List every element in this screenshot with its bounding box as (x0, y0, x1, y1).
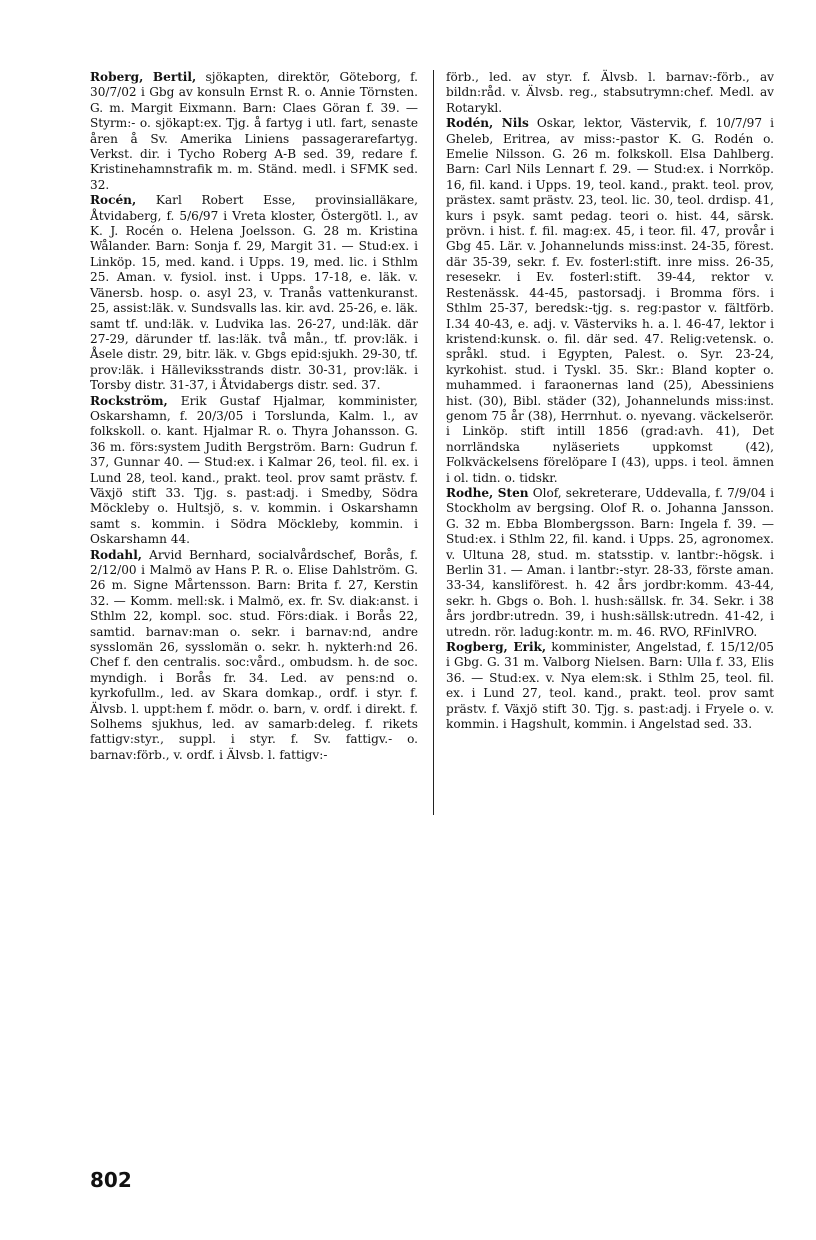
entry-roden (446, 116, 774, 486)
entry-text: Olof, sekreterare, Uddevalla, f. 7/9/04 i Stockholm av bergsing. Olof R. o. Johanna Jansson. G. 32 m. Ebba Blombergsson. Barn: Ingela f. 39. — Stud:ex. i Sthlm 22, fil. kand. i Upps. 25, agronomex. v. Ultuna 28, stud. m. statsstip. v. lantbr:-högsk. i Berlin 31. — Aman. i lantbr:-styr. 28-33, förste aman. 33-34, kansliförest. h. 42 års jordbr:komm. 43-44, sekr. h. Gbgs o. Boh. l. hush:sällsk. fr. 34. Sekr. i 38 års jordbr:utredn. 39, i hush:sällsk:utredn. 41-42, i utredn. rör. ladug:kontr. m. m. 46. RVO, RFinlVRO. (446, 485, 774, 639)
page-number: 802 (90, 1168, 132, 1192)
entry-headword: Rogberg, Erik, (446, 640, 547, 655)
entry-rodahl (90, 548, 418, 764)
entry-rocen (90, 193, 418, 393)
entry-headword: Rodhe, Sten (446, 485, 529, 500)
entry-headword: Rodahl, (90, 547, 143, 562)
entry-text: Oskar, lektor, Västervik, f. 10/7/97 i Gheleb, Eritrea, av miss:-pastor K. G. Rodén o. Emelie Nilsson. G. 26 m. folkskoll. Elsa Dahlberg. Barn: Carl Nils Lennart f. 29. — Stud:ex. i Norrköp. 16, fil. kand. i Upps. 19, teol. kand., prakt. teol. prov, prästex. samt prästv. 23, teol. lic. 30, teol. drdisp. 41, kurs i psyk. samt pedag. teori o. hist. 44, särsk. prövn. i hist. f. fil. mag:ex. 45, i teor. fil. 47, provår i Gbg 45. Lär. v. Johannelunds miss:inst. 24-35, förest. där 35-39, sekr. f. Ev. fosterl:stift. inre miss. 26-35, resesekr. i Ev. fosterl:stift. 39-44, rektor v. Restenässk. 44-45, pastorsadj. i Bromma förs. i Sthlm 25-37, beredsk:-tjg. s. reg:pastor v. fältförb. I.34 40-43, e. adj. v. Västerviks h. a. l. 46-47, lektor i kristend:kunsk. o. fil. där sed. 47. Relig:vetensk. o. språkl. stud. i Egypten, Palest. o. Syr. 23-24, kyrkohist. stud. i Tyskl. 35. Skr.: Bland kopter o. muhammed. i faraonernas land (25), Abessiniens hist. (30), Bibl. städer (32), Johannelunds miss:inst. genom 75 år (38), Herrnhut. o. nyevang. väckelserör. i Linköp. stift intill 1856 (grad:avh. 41), Det norrländska nyläseriets uppkomst (42), Folkväckelsens förelöpare I (43), upps. i teol. ämnen i ol. tidn. o. tidskr. (446, 116, 775, 485)
left-column (90, 70, 418, 763)
entry-text: sjökapten, direktör, Göteborg, f. 30/7/02 i Gbg av konsuln Ernst R. o. Annie Törnsten. G. m. Margit Eixmann. Barn: Claes Göran f. 39. — Styrm:- o. sjökapt:ex. Tjg. å fartyg i utl. fart, senaste åren å Sv. Amerika Liniens passagerarefartyg. Verkst. dir. i Tycho Roberg A-B sed. 39, redare f. Kristinehamnstrafik m. m. Ständ. medl. i SFMK sed. 32. (90, 70, 418, 192)
entry-text: Erik Gustaf Hjalmar, komminister, Oskarshamn, f. 20/3/05 i Torslunda, Kalm. l., av folkskoll. o. kant. Hjalmar R. o. Thyra Johansson. G. 36 m. förs:system Judith Bergström. Barn: Gudrun f. 37, Gunnar 40. — Stud:ex. i Kalmar 26, teol. fil. ex. i Lund 28, teol. kand., prakt. teol. prov samt prästv. f. Växjö stift 33. Tjg. s. past:adj. i Smedby, Södra Möckleby o. Hultsjö, s. v. kommin. i Oskarshamn samt s. kommin. i Södra Möckleby, kommin. i Oskarshamn 44. (90, 393, 418, 547)
entry-text: Arvid Bernhard, socialvårdschef, Borås, f. 2/12/00 i Malmö av Hans P. R. o. Elise Dahlström. G. 26 m. Signe Mårtensson. Barn: Brita f. 27, Kerstin 32. — Komm. mell:sk. i Malmö, ex. fr. Sv. diak:anst. i Sthlm 22, kompl. soc. stud. Förs:diak. i Borås 22, samtid. barnav:man o. sekr. i barnav:nd, andre sysslomän 26, sysslomän o. sekr. h. nykterh:nd 26. Chef f. den centralis. soc:vård., ombudsm. h. de soc. myndigh. i Borås fr. 34. Led. av pens:nd o. kyrkofullm., led. av Skara domkap., ordf. i styr. f. Älvsb. l. uppt:hem f. mödr. o. barn, v. ordf. i direkt. f. Solhems sjukhus, led. av samarb:deleg. f. rikets fattigv:styr., suppl. i styr. f. Sv. fattigv.- o. barnav:förb., v. ordf. i Älvsb. l. fattigv:- (90, 547, 418, 762)
entry-roberg (90, 70, 418, 193)
entry-headword: Rodén, Nils (446, 116, 529, 131)
entry-continuation: förb., led. av styr. f. Älvsb. l. barnav:-förb., av bildn:råd. v. Älvsb. reg., stabsutrymn:chef. Medl. av Rotarykl. (446, 70, 774, 115)
entry-text: Karl Robert Esse, provinsialläkare, Åtvidaberg, f. 5/6/97 i Vreta kloster, Östergötl. l., av K. J. Rocén o. Helena Joelsson. G. 28 m. Kristina Wålander. Barn: Sonja f. 29, Margit 31. — Stud:ex. i Linköp. 15, med. kand. i Upps. 19, med. lic. i Sthlm 25. Aman. v. fysiol. inst. i Upps. 17-18, e. läk. v. Vänersb. hosp. o. asyl 23, v. Tranås vattenkuranst. 25, assist:läk. v. Sundsvalls las. kir. avd. 25-26, e. läk. samt tf. und:läk. v. Ludvika las. 26-27, und:läk. där 27-29, därunder tf. las:läk. två mån., tf. prov:läk. i Åsele distr. 29, bitr. läk. v. Gbgs epid:sjukh. 29-30, tf. prov:läk. i Hälleviksstrands distr. 30-31, prov:läk. i Torsby distr. 31-37, i Åtvidabergs distr. sed. 37. (90, 193, 418, 393)
entry-rogberg (446, 640, 774, 732)
entry-headword: Roberg, Bertil, (90, 70, 197, 84)
right-column (446, 70, 774, 732)
column-divider (433, 70, 434, 815)
entry-headword: Rocén, (90, 193, 137, 208)
entry-rockstrom (90, 394, 418, 548)
entry-rodhe (446, 486, 774, 640)
entry-text: komminister, Angelstad, f. 15/12/05 i Gbg. G. 31 m. Valborg Nielsen. Barn: Ulla f. 33, Elis 36. — Stud:ex. v. Nya elem:sk. i Sthlm 25, teol. fil. ex. i Lund 27, teol. kand., prakt. teol. prov samt prästv. f. Växjö stift 30. Tjg. s. past:adj. i Fryele o. v. kommin. i Hagshult, kommin. i Angelstad sed. 33. (446, 640, 774, 732)
entry-headword: Rockström, (90, 393, 168, 408)
